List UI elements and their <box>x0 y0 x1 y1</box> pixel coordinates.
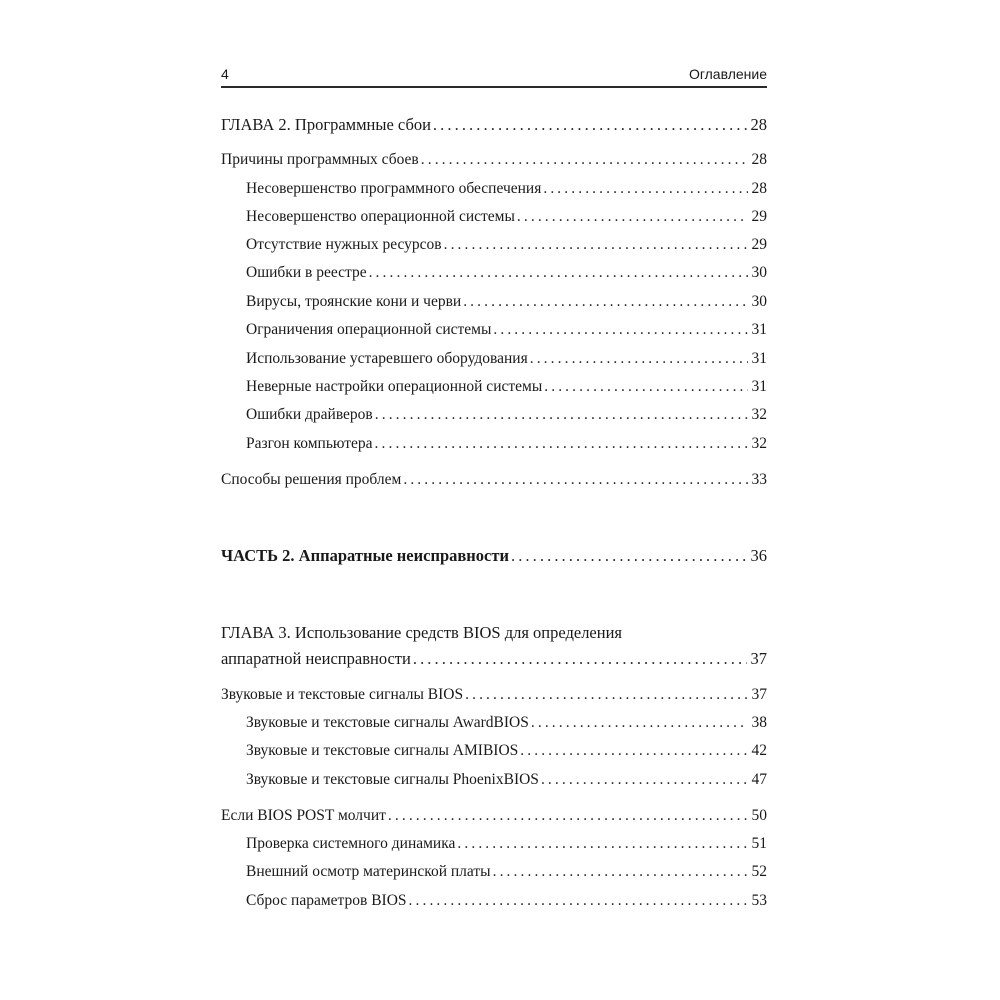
dot-leader <box>493 319 747 341</box>
toc-entry-title: аппаратной неисправности <box>221 649 411 668</box>
toc-entry-page: 36 <box>750 546 767 565</box>
dot-leader <box>403 469 747 491</box>
dot-leader <box>375 433 748 455</box>
toc-entry-section[interactable] <box>221 805 767 827</box>
toc-entry-title: Неверные настройки операционной системы <box>246 378 543 395</box>
toc-entry-subsection[interactable] <box>246 833 767 855</box>
dot-leader <box>421 149 748 171</box>
toc-entry-subsection[interactable] <box>246 740 767 762</box>
toc-entry-title: Ошибки в реестре <box>246 264 367 281</box>
toc-entry-page: 51 <box>751 835 767 852</box>
toc-entry-subsection[interactable] <box>246 319 767 341</box>
toc-entry-title: Вирусы, троянские кони и черви <box>246 293 462 310</box>
toc-entry-subsection[interactable] <box>246 861 767 883</box>
toc-entry-subsection[interactable] <box>246 348 767 370</box>
toc-entry-title: Отсутствие нужных ресурсов <box>246 236 442 253</box>
book-page <box>221 0 767 1000</box>
toc-entry-subsection[interactable] <box>246 178 767 200</box>
toc-entry-page: 37 <box>751 686 767 703</box>
toc-entry-title: Сброс параметров BIOS <box>246 892 407 909</box>
toc-entry-page: 28 <box>750 115 767 134</box>
toc-entry-subsection[interactable] <box>246 769 767 791</box>
dot-leader <box>444 234 748 256</box>
toc-entry-title: Использование устаревшего оборудования <box>246 350 528 367</box>
dot-leader <box>531 712 748 734</box>
toc-entry-part-2[interactable] <box>221 545 767 567</box>
toc-entry-title: Разгон компьютера <box>246 435 373 452</box>
toc-entry-title: Если BIOS POST молчит <box>221 807 386 824</box>
toc-entry-subsection[interactable] <box>246 433 767 455</box>
dot-leader <box>465 684 747 706</box>
toc-entry-title: Ограничения операционной системы <box>246 321 492 338</box>
toc-entry-page: 29 <box>751 208 767 225</box>
toc-entry-subsection[interactable] <box>246 890 767 912</box>
dot-leader <box>544 376 747 398</box>
toc-entry-page: 33 <box>751 471 767 488</box>
toc-entry-title: Несовершенство программного обеспечения <box>246 180 542 197</box>
toc-entry-chapter-3[interactable] <box>221 648 767 670</box>
toc-entry-page: 38 <box>751 714 767 731</box>
toc-entry-title: Ошибки драйверов <box>246 406 373 423</box>
toc-entry-page: 31 <box>751 378 767 395</box>
toc-entry-page: 42 <box>751 742 767 759</box>
toc-entry-page: 28 <box>751 151 767 168</box>
dot-leader <box>530 348 748 370</box>
dot-leader <box>413 648 747 670</box>
dot-leader <box>463 291 747 313</box>
dot-leader <box>493 861 748 883</box>
dot-leader <box>457 833 747 855</box>
toc-entry-chapter-2[interactable] <box>221 114 767 136</box>
toc-entry-page: 32 <box>751 406 767 423</box>
toc-entry-title: ГЛАВА 2. Программные сбои <box>221 115 431 134</box>
dot-leader <box>433 114 747 136</box>
toc-entry-page: 31 <box>751 350 767 367</box>
toc-entry-section[interactable] <box>221 469 767 491</box>
toc-entry-page: 47 <box>751 771 767 788</box>
dot-leader <box>543 178 747 200</box>
toc-entry-page: 29 <box>751 236 767 253</box>
section-title: Оглавление <box>688 66 767 82</box>
toc-entry-subsection[interactable] <box>246 376 767 398</box>
toc-entry-title: Звуковые и текстовые сигналы BIOS <box>221 686 464 703</box>
dot-leader <box>375 404 748 426</box>
toc-entry-title: ЧАСТЬ 2. Аппаратные неисправности <box>221 546 509 565</box>
toc-entry-title: Звуковые и текстовые сигналы AMIBIOS <box>246 742 519 759</box>
toc-entry-section[interactable] <box>221 149 767 171</box>
dot-leader <box>409 890 748 912</box>
page-number: 4 <box>221 66 229 82</box>
toc-entry-section[interactable] <box>221 684 767 706</box>
toc-entry-title: Причины программных сбоев <box>221 151 419 168</box>
dot-leader <box>541 769 748 791</box>
toc-entry-subsection[interactable] <box>246 291 767 313</box>
toc-entry-title: Внешний осмотр материнской платы <box>246 863 491 880</box>
toc-entry-title: Звуковые и текстовые сигналы AwardBIOS <box>246 714 529 731</box>
dot-leader <box>517 206 748 228</box>
toc-entry-page: 50 <box>751 807 767 824</box>
toc-entry-subsection[interactable] <box>246 206 767 228</box>
toc-entry-page: 28 <box>751 180 767 197</box>
running-head <box>221 64 767 88</box>
toc-entry-subsection[interactable] <box>246 234 767 256</box>
dot-leader <box>511 545 747 567</box>
dot-leader <box>520 740 747 762</box>
toc-entry-subsection[interactable] <box>246 262 767 284</box>
toc-entry-subsection[interactable] <box>246 404 767 426</box>
toc-entry-page: 37 <box>750 649 767 668</box>
toc-entry-subsection[interactable] <box>246 712 767 734</box>
toc-entry-title: Несовершенство операционной системы <box>246 208 515 225</box>
toc-entry-page: 30 <box>751 264 767 281</box>
toc-entry-chapter-3-line-1[interactable]: ГЛАВА 3. Использование средств BIOS для определения <box>221 623 622 642</box>
toc-entry-title: Проверка системного динамика <box>246 835 456 852</box>
dot-leader <box>369 262 748 284</box>
toc-entry-page: 32 <box>751 435 767 452</box>
toc-entry-page: 53 <box>751 892 767 909</box>
toc-entry-page: 52 <box>751 863 767 880</box>
dot-leader <box>388 805 748 827</box>
toc-entry-page: 30 <box>751 293 767 310</box>
toc-entry-page: 31 <box>751 321 767 338</box>
toc-entry-title: Способы решения проблем <box>221 471 402 488</box>
toc-entry-title: Звуковые и текстовые сигналы PhoenixBIOS <box>246 771 539 788</box>
